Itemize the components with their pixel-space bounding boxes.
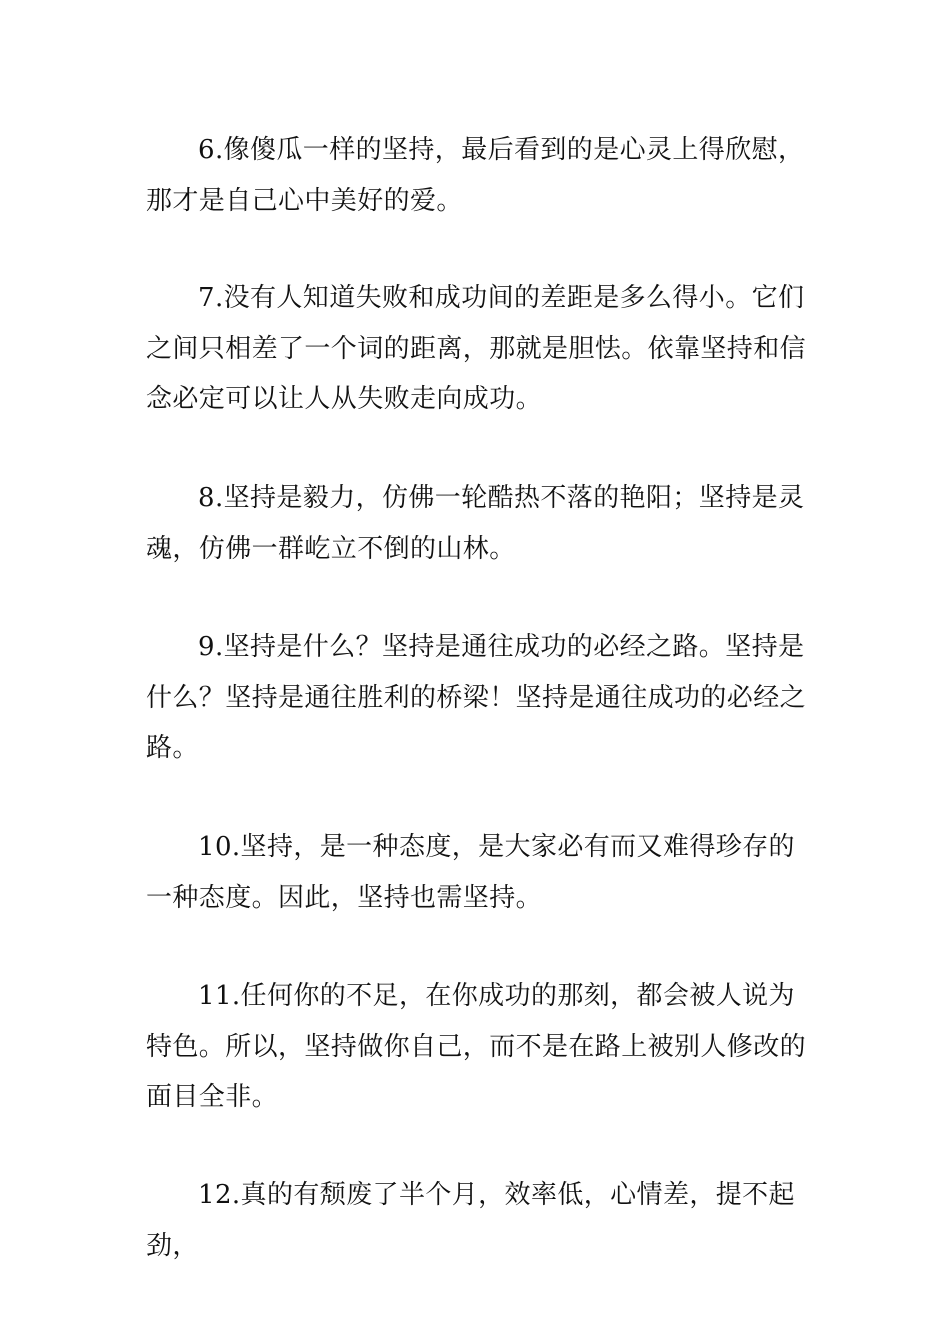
paragraph-8: 8.坚持是毅力，仿佛一轮酷热不落的艳阳；坚持是灵魂，仿佛一群屹立不倒的山林。	[146, 483, 805, 564]
paragraph-11: 11.任何你的不足，在你成功的那刻，都会被人说为特色。所以，坚持做你自己，而不是在路上被别人修改的面目全非。	[146, 981, 807, 1112]
paragraph-9: 9.坚持是什么？坚持是通往成功的必经之路。坚持是什么？坚持是通往胜利的桥梁！坚持是通往成功的必经之路。	[146, 632, 807, 763]
paragraph-7: 7.没有人知道失败和成功间的差距是多么得小。它们之间只相差了一个词的距离，那就是胆怯。依靠坚持和信念必定可以让人从失败走向成功。	[146, 283, 807, 414]
paragraph-10: 10.坚持，是一种态度，是大家必有而又难得珍存的一种态度。因此，坚持也需坚持。	[146, 832, 795, 913]
paragraph-12: 12.真的有颓废了半个月，效率低，心情差，提不起劲，	[146, 1180, 795, 1261]
paragraph-6: 6.像傻瓜一样的坚持，最后看到的是心灵上得欣慰，那才是自己心中美好的爱。	[146, 135, 805, 216]
